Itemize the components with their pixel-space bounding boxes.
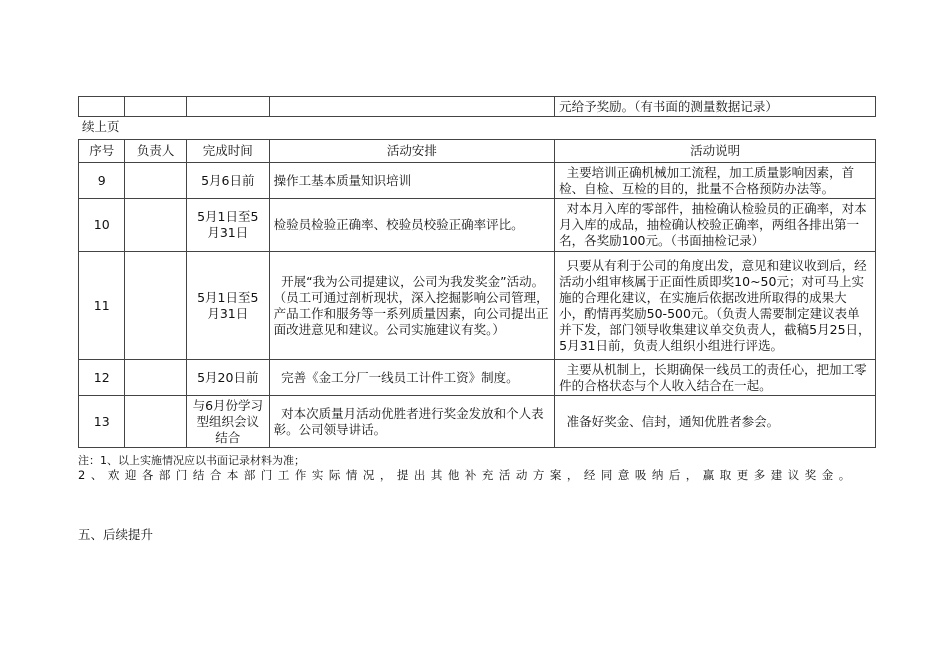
row-activity: 对本次质量月活动优胜者进行奖金发放和个人表彰。公司领导讲话。 — [269, 396, 555, 448]
table-cell — [79, 97, 125, 117]
row-activity: 开展“我为公司提建议，公司为我发奖金”活动。（员工可通过剖析现状，深入挖掘影响公司管理，产品工作和服务等一系列质量因素，向公司提出正面改进意见和建议。公司实施建议有奖。） — [269, 252, 555, 360]
row-number: 10 — [79, 199, 125, 252]
row-time: 5月1日至5月31日 — [186, 199, 269, 252]
row-number: 9 — [79, 163, 125, 199]
row-owner — [125, 163, 187, 199]
column-header: 活动说明 — [555, 140, 876, 163]
row-description: 主要培训正确机械加工流程，加工质量影响因素，首检、自检、互检的目的，批量不合格预防办法等。 — [555, 163, 876, 199]
row-owner — [125, 360, 187, 396]
note-line-1: 注：1、以上实施情况应以书面记录材料为准； — [78, 454, 305, 467]
row-time: 5月6日前 — [186, 163, 269, 199]
row-number: 11 — [79, 252, 125, 360]
table-cell — [186, 97, 269, 117]
row-activity: 检验员检验正确率、校验员校验正确率评比。 — [269, 199, 555, 252]
row-time: 5月20日前 — [186, 360, 269, 396]
table-row — [79, 360, 876, 396]
table-cell: 元给予奖励。（有书面的测量数据记录） — [555, 97, 876, 117]
table-cell — [269, 97, 555, 117]
table-row — [79, 252, 876, 360]
row-activity: 完善《金工分厂一线员工计件工资》制度。 — [269, 360, 555, 396]
column-header: 活动安排 — [269, 140, 555, 163]
row-number: 13 — [79, 396, 125, 448]
row-owner — [125, 396, 187, 448]
activity-table — [78, 139, 876, 448]
row-description: 只要从有利于公司的角度出发，意见和建议收到后，经活动小组审核属于正面性质即奖10~50元；对可马上实施的合理化建议，在实施后依据改进所取得的成果大小，酌情再奖励50-500元。（负责人需要制定建议表单并下发，部门领导收集建议单交负责人，截稿5月25日，5月31日前，负责人组织小组进行评选。 — [555, 252, 876, 360]
row-owner — [125, 252, 187, 360]
table-row — [79, 97, 876, 117]
row-owner — [125, 199, 187, 252]
column-header: 序号 — [79, 140, 125, 163]
row-number: 12 — [79, 360, 125, 396]
row-description: 对本月入库的零部件，抽检确认检验员的正确率，对本月入库的成品，抽检确认校验正确率，两组各排出第一名，各奖励100元。（书面抽检记录） — [555, 199, 876, 252]
row-time: 与6月份学习型组织会议结合 — [186, 396, 269, 448]
row-time: 5月1日至5月31日 — [186, 252, 269, 360]
row-activity: 操作工基本质量知识培训 — [269, 163, 555, 199]
note-line-2: 2、欢迎各部门结合本部门工作实际情况，提出其他补充活动方案，经同意吸纳后，赢取更多建议奖金。 — [78, 468, 856, 482]
table-row — [79, 199, 876, 252]
column-header: 完成时间 — [186, 140, 269, 163]
row-description: 主要从机制上，长期确保一线员工的责任心，把加工零件的合格状态与个人收入结合在一起。 — [555, 360, 876, 396]
table-row — [79, 396, 876, 448]
column-header: 负责人 — [125, 140, 187, 163]
continued-table-top — [78, 96, 876, 117]
continued-label: 续上页 — [82, 119, 120, 134]
row-description: 准备好奖金、信封，通知优胜者参会。 — [555, 396, 876, 448]
table-header-row — [79, 140, 876, 163]
table-cell — [125, 97, 187, 117]
table-row — [79, 163, 876, 199]
section-title: 五、后续提升 — [78, 527, 154, 542]
